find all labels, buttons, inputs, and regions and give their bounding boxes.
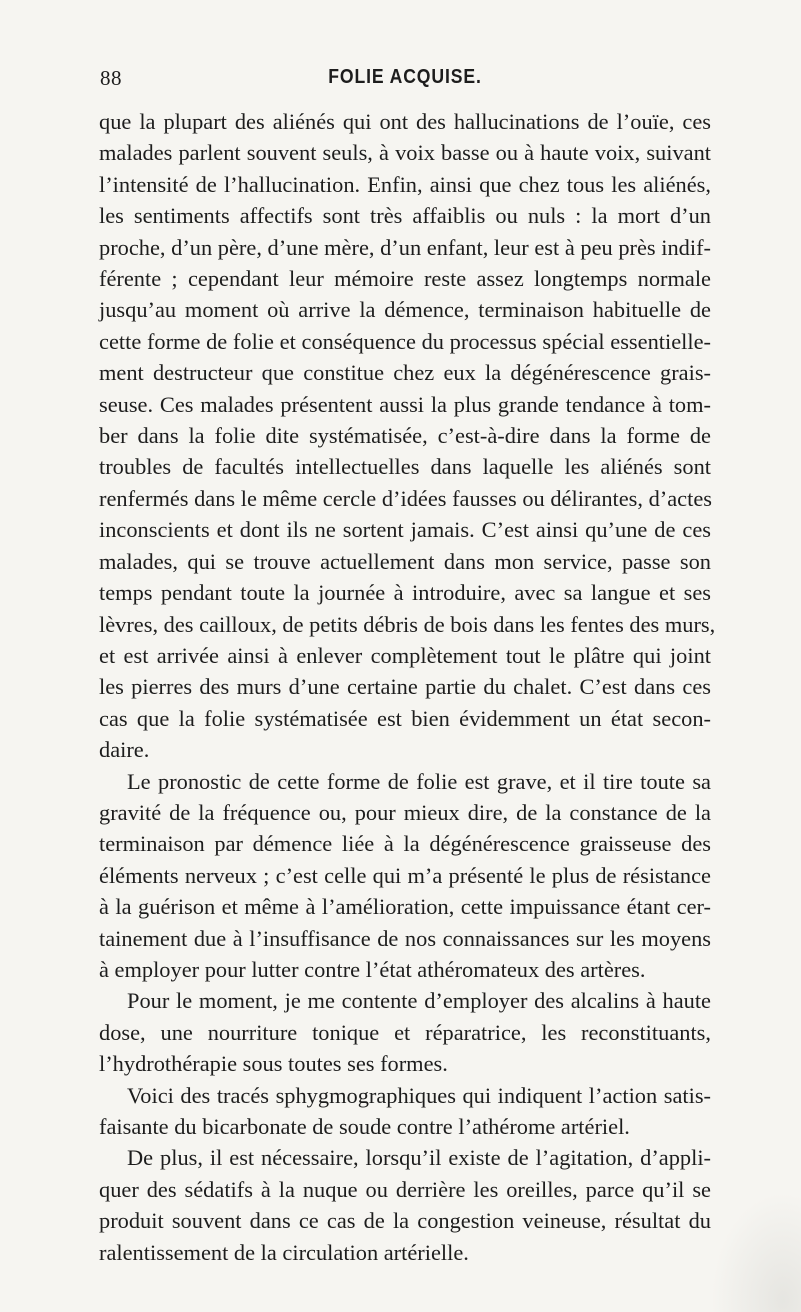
text-line: l’hydrothérapie sous toutes ses formes. <box>99 1051 448 1077</box>
text-line: férente ; cependant leur mémoire reste assez longtemps normale <box>99 266 711 292</box>
text-line: éléments nerveux ; c’est celle qui m’a présenté le plus de résistance <box>99 862 711 888</box>
paper-smudge <box>711 1192 801 1312</box>
text-line: tainement due à l’insuffisance de nos connaissances sur les moyens <box>99 925 711 951</box>
text-line: cette forme de folie et conséquence du processus spécial essentielle- <box>99 328 711 354</box>
text-line: jusqu’au moment où arrive la démence, terminaison habituelle de <box>99 297 711 323</box>
page-header <box>100 66 710 94</box>
text-line: Pour le moment, je me contente d’employer des alcalins à haute <box>127 988 711 1014</box>
text-line: les pierres des murs d’une certaine partie du chalet. C’est dans ces <box>99 674 711 700</box>
text-line: faisante du bicarbonate de soude contre l’athérome artériel. <box>99 1114 630 1139</box>
text-line: lèvres, des cailloux, de petits débris de bois dans les fentes des murs, <box>99 611 716 637</box>
text-line: que la plupart des aliénés qui ont des hallucinations de l’ouïe, ces <box>99 109 711 134</box>
text-line: les sentiments affectifs sont très affaiblis ou nuls : la mort d’un <box>99 203 711 229</box>
text-line: dose, une nourriture tonique et réparatrice, les reconstituants, <box>99 1019 711 1045</box>
text-line: ralentissement de la circulation artérielle. <box>99 1239 469 1265</box>
text-line: et est arrivée ainsi à enlever complètement tout le plâtre qui joint <box>99 642 711 668</box>
text-line: troubles de facultés intellectuelles dans laquelle les aliénés sont <box>99 454 711 480</box>
text-line: daire. <box>99 737 150 763</box>
text-line: produit souvent dans ce cas de la congestion veineuse, résultat du <box>99 1208 711 1234</box>
text-line: inconscients et dont ils ne sortent jamais. C’est ainsi qu’une de ces <box>99 517 711 543</box>
page-number: 88 <box>100 66 122 90</box>
paragraph <box>99 1080 711 1143</box>
running-title: FOLIE ACQUISE. <box>328 66 482 88</box>
text-line: terminaison par démence liée à la dégénérescence graisseuse des <box>99 831 711 857</box>
text-line: gravité de la fréquence ou, pour mieux dire, de la constance de la <box>99 799 711 825</box>
text-line: à la guérison et même à l’amélioration, cette impuissance étant cer- <box>99 894 711 920</box>
paragraph <box>99 1142 711 1268</box>
paragraph <box>99 106 716 766</box>
text-line: temps pendant toute la journée à introduire, avec sa langue et ses <box>99 580 711 606</box>
text-line: malades, qui se trouve actuellement dans mon service, passe son <box>99 548 711 574</box>
text-line: proche, d’un père, d’une mère, d’un enfant, leur est à peu près indif- <box>99 234 711 260</box>
text-line: cas que la folie systématisée est bien évidemment un état secon- <box>99 705 711 731</box>
text-line: ber dans la folie dite systématisée, c’est-à-dire dans la forme de <box>99 423 711 449</box>
text-line: à employer pour lutter contre l’état athéromateux des artères. <box>99 956 646 982</box>
paragraph <box>99 985 711 1079</box>
text-line: l’intensité de l’hallucination. Enfin, ainsi que chez tous les aliénés, <box>99 171 711 197</box>
text-line: seuse. Ces malades présentent aussi la plus grande tendance à tom- <box>99 391 711 417</box>
text-line: Le pronostic de cette forme de folie est grave, et il tire toute sa <box>127 768 711 794</box>
text-line: renfermés dans le même cercle d’idées fausses ou délirantes, d’actes <box>99 485 712 511</box>
text-line: quer des sédatifs à la nuque ou derrière les oreilles, parce qu’il se <box>99 1176 711 1202</box>
text-line: ment destructeur que constitue chez eux la dégénérescence grais- <box>99 360 711 386</box>
text-line: malades parlent souvent seuls, à voix basse ou à haute voix, suivant <box>99 140 711 166</box>
text-line: Voici des tracés sphygmographiques qui indiquent l’action satis- <box>127 1082 711 1108</box>
text-line: De plus, il est nécessaire, lorsqu’il existe de l’agitation, d’appli- <box>127 1145 711 1171</box>
paragraph <box>99 766 711 986</box>
body-text <box>99 106 716 1268</box>
